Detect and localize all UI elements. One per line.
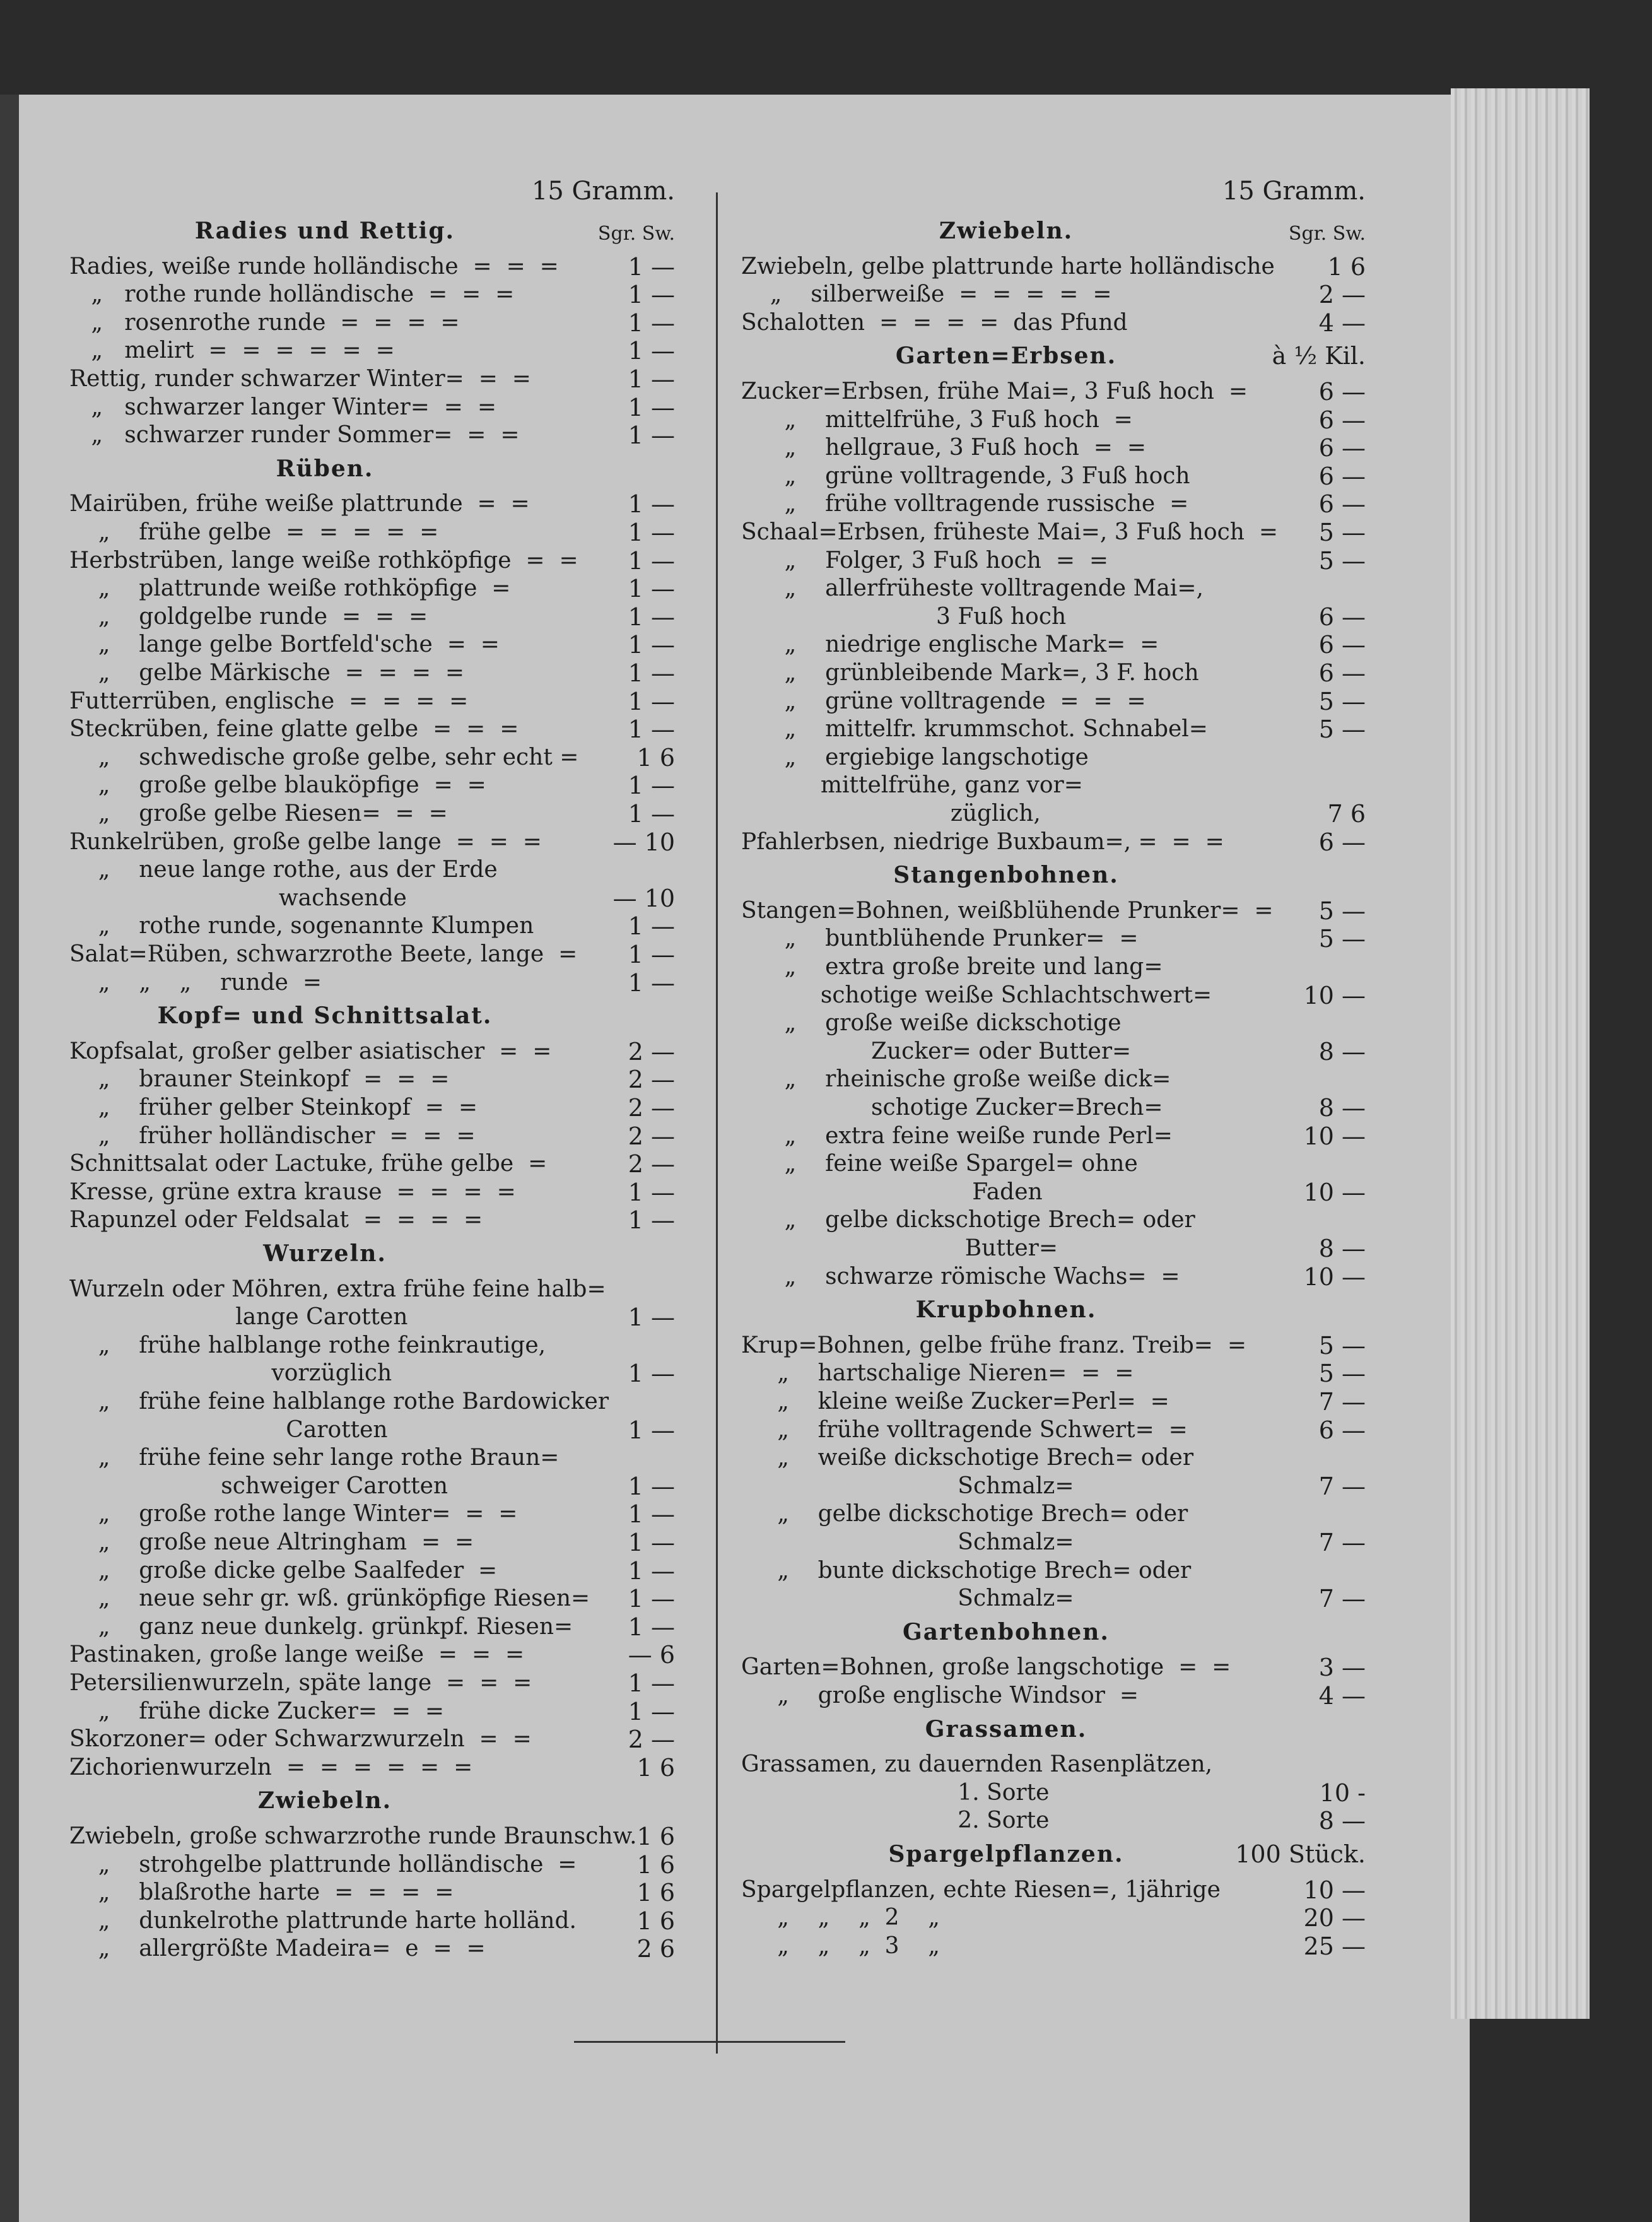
price-item: Schalotten = = = = das Pfund [741,309,1128,336]
price-value: 5 — [1318,896,1366,925]
price-item: „ allergrößte Madeira= e = = [69,1936,486,1962]
price-value: 7 — [1318,1388,1366,1416]
price-value: 7 — [1318,1585,1366,1613]
price-item: „ „ „ runde = [69,969,322,996]
price-value: 5 — [1318,1331,1366,1360]
price-value: 1 6 [636,1823,675,1850]
price-item: „ hellgraue, 3 Fuß hoch = = [741,435,1147,461]
price-value: 5 — [1318,687,1366,715]
price-value: 6 — [1318,434,1366,462]
price-value: 1 — [628,1697,675,1725]
price-item: „ große dicke gelbe Saalfeder = [69,1557,498,1584]
price-item: „ früher gelber Steinkopf = = [69,1095,478,1120]
column-divider [716,192,718,2054]
price-item: „ früher holländischer = = = [69,1122,476,1149]
price-value: 10 — [1303,981,1366,1009]
section-unit: à ½ Kil. [1272,342,1366,370]
price-item: „ „ „ 3 „ [741,1932,940,1959]
price-item: Steckrüben, feine glatte gelbe = = = [69,716,519,743]
price-value: 7 — [1318,1529,1366,1556]
price-item: Schmalz= [741,1585,1074,1612]
price-value: 1 — [628,421,675,450]
price-item: Faden [741,1179,1043,1205]
price-item: „ plattrunde weiße rothköpfige = [69,575,511,602]
price-item: „ lange gelbe Bortfeld'sche = = [69,632,500,658]
price-item: Schmalz= [741,1473,1074,1499]
price-value: 1 — [628,519,675,546]
section-heading: Grassamen. [925,1715,1087,1743]
section-heading: Garten=Erbsen. [895,343,1117,370]
price-item: „ extra feine weiße runde Perl= [741,1122,1173,1149]
price-value: 1 — [628,659,675,687]
section-heading: Wurzeln. [263,1240,387,1267]
price-value: 2 — [628,1094,675,1122]
price-item: „ buntblühende Prunker= = [741,926,1139,952]
price-item: „ niedrige englische Mark= = [741,632,1159,658]
price-item: Schnittsalat oder Lactuke, frühe gelbe = [69,1151,548,1177]
price-item: „ dunkelrothe plattrunde harte holländ. [69,1907,577,1934]
price-value: 8 — [1318,1094,1366,1122]
price-value: 1 — [628,252,675,281]
price-item: „ hartschalige Nieren= = = [741,1360,1134,1387]
price-item: Carotten [69,1416,388,1443]
price-value: 1 — [628,772,675,800]
price-item: „ mittelfr. krummschot. Schnabel= [741,716,1208,743]
price-value: 6 — [1318,490,1366,519]
price-item: Schaal=Erbsen, früheste Mai=, 3 Fuß hoch = [741,519,1279,545]
price-value: 8 — [1318,1235,1366,1262]
price-value: 7 — [1318,1472,1366,1500]
price-item: „ rosenrothe runde = = = = [69,309,460,336]
price-value: 2 — [628,1037,675,1066]
price-item: Wurzeln oder Möhren, extra frühe feine halb= [69,1276,606,1302]
price-item: „ ergiebige langschotige [741,744,1089,770]
price-item: Pfahlerbsen, niedrige Buxbaum=, = = = [741,828,1224,855]
price-value: 2 — [628,1066,675,1094]
price-item: „ blaßrothe harte = = = = [69,1879,454,1906]
price-item: vorzüglich [69,1360,392,1387]
units-label: Sgr. Sw. [1288,223,1366,245]
price-item: wachsende [69,885,407,911]
price-item: Schmalz= [741,1529,1074,1555]
price-item: Garten=Bohnen, große langschotige = = [741,1654,1231,1681]
price-item: Kopfsalat, großer gelber asiatischer = = [69,1038,552,1064]
price-item: 1. Sorte [741,1779,1050,1806]
price-item: „ schwarze römische Wachs= = [741,1263,1180,1290]
price-item: „ bunte dickschotige Brech= oder [741,1557,1192,1584]
price-item: „ große weiße dickschotige [741,1010,1122,1037]
price-item: „ gelbe dickschotige Brech= oder [741,1501,1188,1527]
units-label: Sgr. Sw. [597,223,675,245]
price-item: Salat=Rüben, schwarzrothe Beete, lange = [69,941,578,967]
price-value: 6 — [1318,631,1366,659]
price-value: 1 — [628,941,675,968]
price-item: Butter= [741,1235,1058,1261]
price-value: 8 — [1318,1807,1366,1835]
price-item: „ weiße dickschotige Brech= oder [741,1445,1194,1471]
book-gutter [0,95,19,2222]
price-value: 5 — [1318,925,1366,953]
price-value: — 6 [628,1641,675,1669]
price-value: 1 6 [1327,252,1366,281]
price-item: „ große gelbe blauköpfige = = [69,772,486,799]
price-item: „ schwarzer runder Sommer= = = [69,422,520,449]
price-item: Mairüben, frühe weiße plattrunde = = [69,491,530,517]
price-item: „ silberweiße = = = = = [741,281,1112,308]
bottom-rule [574,2041,845,2043]
price-item: Pastinaken, große lange weiße = = = [69,1642,525,1668]
price-value: 1 — [628,546,675,575]
price-value: 7 6 [1327,800,1366,828]
price-item: „ rothe runde holländische = = = [69,281,515,308]
price-item: „ strohgelbe plattrunde holländische = [69,1851,577,1878]
price-item: „ Folger, 3 Fuß hoch = = [741,547,1109,573]
price-item: Futterrüben, englische = = = = [69,688,469,714]
price-value: 10 — [1303,1122,1366,1150]
price-item: „ große englische Windsor = [741,1683,1139,1708]
section-heading: Stangenbohnen. [893,862,1119,889]
price-value: 1 6 [636,1753,675,1782]
price-value: 6 — [1318,828,1366,856]
page-edges [1451,88,1590,2019]
price-item: Zwiebeln, große schwarzrothe runde Braunschw. [69,1823,637,1849]
price-item: „ feine weiße Spargel= ohne [741,1151,1138,1177]
gramm-label: 15 Gramm. [1222,177,1366,206]
price-item: Stangen=Bohnen, weißblühende Prunker= = [741,897,1274,924]
price-value: 1 — [628,1529,675,1556]
price-value: 1 — [628,603,675,631]
price-value: 1 — [628,393,675,421]
price-item: „ grünbleibende Mark=, 3 F. hoch [741,660,1199,686]
price-value: 1 — [628,281,675,309]
price-value: 6 — [1318,406,1366,434]
price-item: „ frühe dicke Zucker= = = [69,1698,445,1724]
price-item: Petersilienwurzeln, späte lange = = = [69,1670,532,1696]
price-item: „ extra große breite und lang= [741,954,1163,980]
section-heading: Spargelpflanzen. [888,1841,1124,1867]
price-item: züglich, [741,801,1041,826]
price-item: „ frühe gelbe = = = = = [69,519,439,545]
price-item: Grassamen, zu dauernden Rasenplätzen, [741,1751,1213,1778]
price-value: 1 — [628,631,675,659]
price-item: Zucker=Erbsen, frühe Mai=, 3 Fuß hoch = [741,379,1248,404]
price-item: „ gelbe dickschotige Brech= oder [741,1207,1195,1233]
price-item: „ frühe feine halblange rothe Bardowicker [69,1389,609,1414]
section-unit: 100 Stück. [1235,1840,1366,1868]
price-item: schotige weiße Schlachtschwert= [741,982,1212,1008]
price-item: „ frühe volltragende russische = [741,491,1189,517]
price-value: 4 — [1318,309,1366,337]
price-value: 20 — [1303,1904,1366,1932]
price-value: 1 — [628,337,675,365]
price-item: Rettig, runder schwarzer Winter= = = [69,366,531,392]
price-item: „ kleine weiße Zucker=Perl= = [741,1389,1169,1414]
price-value: 10 — [1303,1876,1366,1904]
price-value: 1 6 [636,743,675,772]
price-value: 1 — [628,800,675,828]
price-item: „ „ „ 2 „ [741,1905,940,1931]
section-heading: Zwiebeln. [257,1787,392,1814]
price-item: „ melirt = = = = = = [69,338,395,364]
price-value: 1 6 [636,1907,675,1935]
price-item: „ rheinische große weiße dick= [741,1066,1171,1093]
price-value: 5 — [1318,546,1366,575]
price-value: 1 — [628,1178,675,1206]
price-value: 1 — [628,1500,675,1529]
section-heading: Zwiebeln. [939,218,1074,244]
price-value: 2 6 [636,1935,675,1963]
price-value: 5 — [1318,1360,1366,1388]
price-value: 1 — [628,365,675,393]
price-value: 10 — [1303,1262,1366,1291]
price-item: Krup=Bohnen, gelbe frühe franz. Treib= = [741,1332,1247,1358]
price-item: 3 Fuß hoch [741,603,1067,630]
price-item: „ goldgelbe runde = = = [69,603,428,630]
section-heading: Rüben. [276,455,374,482]
price-value: 1 — [628,1613,675,1641]
price-item: „ grüne volltragende, 3 Fuß hoch [741,462,1190,489]
price-item: „ schwedische große gelbe, sehr echt = [69,744,579,770]
price-value: 1 — [628,1416,675,1444]
price-item: 2. Sorte [741,1808,1050,1834]
price-value: — 10 [612,884,675,912]
price-value: 5 — [1318,715,1366,744]
price-value: 1 6 [636,1850,675,1879]
price-item: „ ganz neue dunkelg. grünkpf. Riesen= [69,1613,573,1640]
price-value: 10 - [1319,1778,1366,1807]
price-item: „ schwarzer langer Winter= = = [69,394,497,420]
price-value: 1 — [628,1303,675,1332]
price-item: schotige Zucker=Brech= [741,1095,1163,1120]
price-value: 2 — [628,1122,675,1150]
price-value: 1 — [628,575,675,603]
price-item: Spargelpflanzen, echte Riesen=, 1jährige [741,1876,1221,1903]
price-item: „ große neue Altringham = = [69,1529,474,1555]
price-value: 5 — [1318,519,1366,546]
price-item: Radies, weiße runde holländische = = = [69,253,559,279]
price-item: „ grüne volltragende = = = [741,688,1146,714]
price-item: Herbstrüben, lange weiße rothköpfige = = [69,547,578,573]
price-value: 1 6 [636,1879,675,1907]
price-item: Zichorienwurzeln = = = = = = [69,1754,473,1780]
price-value: 1 — [628,1360,675,1388]
price-value: 1 — [628,309,675,337]
price-item: Skorzoner= oder Schwarzwurzeln = = [69,1726,532,1753]
price-item: Kresse, grüne extra krause = = = = [69,1179,516,1205]
price-value: 6 — [1318,378,1366,406]
price-item: schweiger Carotten [69,1473,448,1499]
price-value: 1 — [628,1472,675,1500]
price-value: — 10 [612,828,675,856]
price-value: 6 — [1318,462,1366,490]
price-item: Zwiebeln, gelbe plattrunde harte holländische [741,253,1275,279]
price-value: 4 — [1318,1682,1366,1710]
section-heading: Krupbohnen. [915,1296,1097,1324]
price-item: „ mittelfrühe, 3 Fuß hoch = [741,406,1133,433]
price-value: 1 — [628,1585,675,1613]
price-item: „ gelbe Märkische = = = = [69,660,465,686]
price-value: 10 — [1303,1178,1366,1206]
price-value: 6 — [1318,1416,1366,1444]
price-item: Runkelrüben, große gelbe lange = = = [69,828,542,855]
price-value: 1 — [628,968,675,997]
price-value: 6 — [1318,603,1366,631]
price-item: „ frühe halblange rothe feinkrautige, [69,1332,546,1358]
price-item: Rapunzel oder Feldsalat = = = = [69,1207,483,1233]
price-item: „ rothe runde, sogenannte Klumpen [69,913,534,939]
section-heading: Gartenbohnen. [903,1618,1110,1645]
price-value: 1 — [628,687,675,715]
price-value: 1 — [628,715,675,744]
price-item: Zucker= oder Butter= [741,1038,1132,1064]
price-item: mittelfrühe, ganz vor= [741,772,1083,799]
price-item: „ brauner Steinkopf = = = [69,1066,450,1093]
price-value: 8 — [1318,1037,1366,1066]
price-item: „ allerfrüheste volltragende Mai=, [741,575,1204,602]
price-value: 3 — [1318,1654,1366,1682]
price-value: 2 — [1318,281,1366,309]
price-value: 2 — [628,1725,675,1754]
price-item: „ neue sehr gr. wß. grünköpfige Riesen= [69,1585,590,1612]
price-value: 1 — [628,1206,675,1235]
section-heading: Radies und Rettig. [194,218,455,244]
price-item: „ große rothe lange Winter= = = [69,1501,518,1527]
section-heading: Kopf= und Schnittsalat. [157,1002,493,1030]
price-item: „ neue lange rothe, aus der Erde [69,857,498,883]
price-value: 2 — [628,1150,675,1179]
price-value: 1 — [628,1669,675,1697]
price-value: 6 — [1318,659,1366,687]
price-value: 1 — [628,912,675,941]
price-item: „ frühe feine sehr lange rothe Braun= [69,1445,559,1471]
price-item: „ frühe volltragende Schwert= = [741,1416,1188,1443]
gramm-label: 15 Gramm. [531,177,675,206]
price-value: 1 — [628,490,675,519]
price-value: 25 — [1303,1932,1366,1960]
price-item: „ große gelbe Riesen= = = [69,801,448,826]
price-value: 1 — [628,1556,675,1585]
price-item: lange Carotten [69,1304,408,1331]
